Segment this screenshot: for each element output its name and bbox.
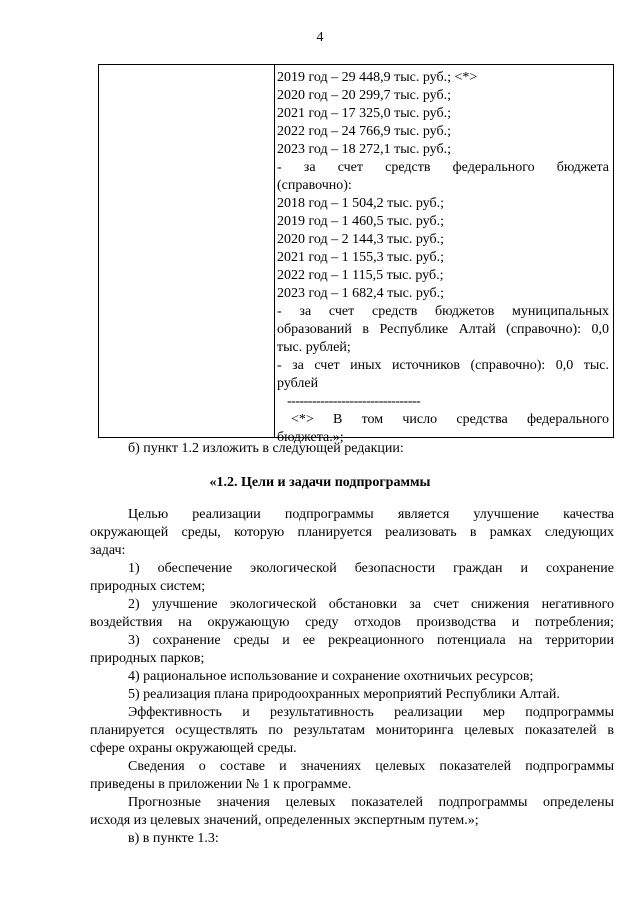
paragraph-line: задач:: [90, 543, 126, 558]
table-line: 2019 год – 29 448,9 тыс. руб.; <*>: [277, 70, 478, 85]
table-line: 2023 год – 18 272,1 тыс. руб.;: [277, 142, 451, 157]
paragraph-line: приведены в приложении № 1 к программе.: [90, 777, 352, 792]
paragraph-line: воздействия на окружающую среду отходов производства и потребления;: [90, 615, 614, 630]
paragraph-line: окружающей среды, которую планируется реализовать в рамках следующих: [90, 525, 614, 540]
budget-table: [98, 64, 614, 445]
amendment-item-b: б) пункт 1.2 изложить в следующей редакции:: [128, 441, 404, 456]
paragraph-line: природных парков;: [90, 651, 205, 666]
paragraph-line: исходя из целевых значений, определенных экспертным путем.»;: [90, 813, 479, 828]
table-line: 2018 год – 1 504,2 тыс. руб.;: [277, 196, 444, 211]
table-line: - за счет иных источников (справочно): 0,0 тыс.: [277, 358, 609, 373]
paragraph-line: 5) реализация плана природоохранных мероприятий Республики Алтай.: [128, 687, 560, 702]
page-number: 4: [316, 30, 324, 45]
table-line: тыс. рублей;: [277, 340, 351, 355]
paragraph-line: 3) сохранение среды и ее рекреационного потенциала на территории: [128, 633, 614, 648]
table-line: - за счет средств федерального бюджета: [277, 160, 609, 175]
table-line: 2022 год – 24 766,9 тыс. руб.;: [277, 124, 451, 139]
paragraph-line: сфере охраны окружающей среды.: [90, 741, 297, 756]
section-heading: «1.2. Цели и задачи подпрограммы: [209, 475, 431, 490]
footnote-separator: --------------------------------: [287, 394, 421, 409]
paragraph-line: Прогнозные значения целевых показателей подпрограммы определены: [128, 795, 614, 810]
table-right-cell: [277, 69, 609, 447]
table-line: 2021 год – 1 155,3 тыс. руб.;: [277, 250, 444, 265]
table-column-divider: [274, 65, 275, 437]
table-line: рублей: [277, 376, 319, 391]
table-line: 2022 год – 1 115,5 тыс. руб.;: [277, 268, 444, 283]
table-line: бюджета.»;: [277, 430, 344, 445]
table-line: 2021 год – 17 325,0 тыс. руб.;: [277, 106, 451, 121]
table-line: - за счет средств бюджетов муниципальных: [277, 304, 609, 319]
table-line: 2020 год – 20 299,7 тыс. руб.;: [277, 88, 451, 103]
paragraph-line: планируется осуществлять по результатам мониторинга целевых показателей в: [90, 723, 614, 738]
paragraph-line: в) в пункте 1.3:: [128, 831, 219, 846]
table-line: образований в Республике Алтай (справочно): 0,0: [277, 322, 609, 337]
paragraph-line: 4) рациональное использование и сохранение охотничьих ресурсов;: [128, 669, 534, 684]
paragraph-line: природных систем;: [90, 579, 206, 594]
footnote-text: <*> В том число средства федерального: [291, 412, 609, 427]
section-body: [90, 506, 614, 848]
paragraph-line: Сведения о составе и значениях целевых показателей подпрограммы: [128, 759, 614, 774]
table-line: 2020 год – 2 144,3 тыс. руб.;: [277, 232, 444, 247]
paragraph-line: Эффективность и результативность реализации мер подпрограммы: [128, 705, 614, 720]
paragraph-line: Целью реализации подпрограммы является улучшение качества: [128, 507, 614, 522]
paragraph-line: 1) обеспечение экологической безопасности граждан и сохранение: [128, 561, 614, 576]
table-line: 2019 год – 1 460,5 тыс. руб.;: [277, 214, 444, 229]
table-line: 2023 год – 1 682,4 тыс. руб.;: [277, 286, 444, 301]
table-line: (справочно):: [277, 178, 352, 193]
paragraph-line: 2) улучшение экологической обстановки за счет снижения негативного: [128, 597, 614, 612]
